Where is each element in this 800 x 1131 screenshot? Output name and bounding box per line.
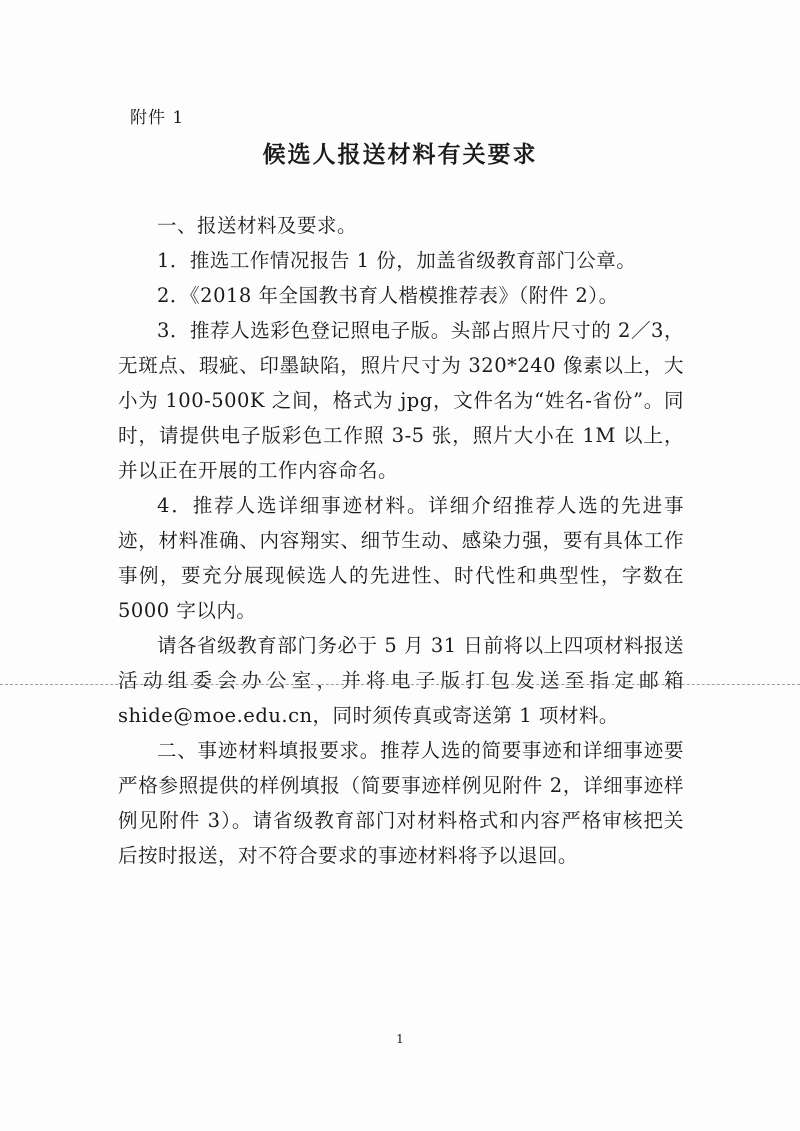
submission-instructions: 请各省级教育部门务必于 5 月 31 日前将以上四项材料报送活动组委会办公室，并将电子版打包发送至指定邮箱 shide@moe.edu.cn，同时须传真或寄送第 1 项材料。	[118, 634, 684, 727]
attachment-label: 附件 1	[130, 108, 185, 128]
requirement-item-2: 2．《2018 年全国教书育人楷模推荐表》（附件 2）。	[157, 284, 619, 307]
requirement-item-4: 4．推荐人选详细事迹材料。详细介绍推荐人选的先进事迹，材料准确、内容翔实、细节生动、感染力强，要有具体工作事例，要充分展现候选人的先进性、时代性和典型性，字数在 5000 字以内。	[118, 494, 684, 622]
requirement-item-3: 3．推荐人选彩色登记照电子版。头部占照片尺寸的 2／3，无斑点、瑕疵、印墨缺陷，照片尺寸为 320*240 像素以上，大小为 100-500K 之间，格式为 jpg，文件名为“姓名-省份”。同时，请提供电子版彩色工作照 3-5 张，照片大小在 1M 以上，并以正在开展的工作内容命名。	[118, 319, 684, 482]
section-heading-fill-requirements: 二、事迹材料填报要求。推荐人选的简要事迹和详细事迹要严格参照提供的样例填报（简要事迹样例见附件 2，详细事迹样例见附件 3）。请省级教育部门对材料格式和内容严格审核把关后按时报送，对不符合要求的事迹材料将予以退回。	[118, 739, 684, 867]
requirement-item-1: 1．推选工作情况报告 1 份，加盖省级教育部门公章。	[157, 249, 637, 272]
page-number: 1	[396, 1032, 404, 1046]
scan-fold-line	[0, 684, 800, 685]
page-title: 候选人报送材料有关要求	[262, 142, 538, 168]
section-heading-materials: 一、报送材料及要求。	[157, 214, 358, 237]
document-body	[118, 208, 684, 873]
